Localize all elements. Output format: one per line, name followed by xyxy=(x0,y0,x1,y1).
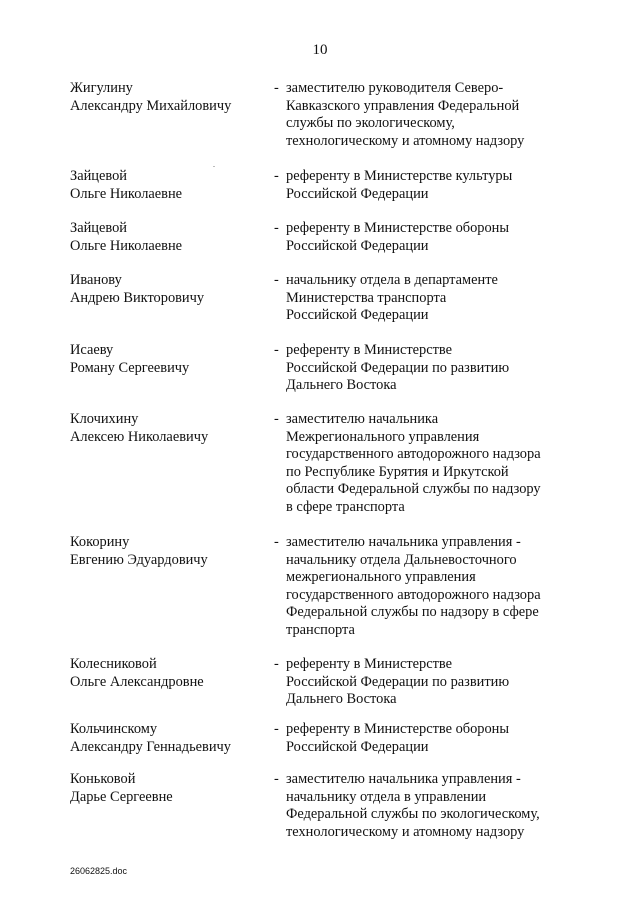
position-line: технологическому и атомному надзору xyxy=(286,823,525,840)
position-text xyxy=(286,168,586,203)
dash: - xyxy=(274,342,279,358)
position-line: заместителю начальника xyxy=(286,411,439,427)
dash: - xyxy=(274,656,279,672)
given-names: Ольге Александровне xyxy=(70,673,204,690)
position-line: Российской Федерации xyxy=(286,237,429,254)
position-line: Российской Федерации xyxy=(286,185,429,202)
scan-speck xyxy=(213,166,215,167)
page-number: 10 xyxy=(312,42,328,58)
position-line: государственного автодорожного надзора xyxy=(286,446,541,462)
position-text xyxy=(286,342,586,395)
position-line: в сфере транспорта xyxy=(286,498,405,515)
position-line: заместителю руководителя Северо- xyxy=(286,80,504,96)
given-names: Дарье Сергеевне xyxy=(70,788,173,805)
position-line: Министерства транспорта xyxy=(286,289,447,306)
surname: Кольчинскому xyxy=(70,721,158,737)
position-line: начальнику отдела Дальневосточного xyxy=(286,551,517,568)
position-text xyxy=(286,220,586,255)
position-line: Российской Федерации по развитию xyxy=(286,359,510,376)
given-names: Андрею Викторовичу xyxy=(70,289,205,306)
position-line: заместителю начальника управления - xyxy=(286,534,521,550)
surname: Кокорину xyxy=(70,534,130,550)
position-text xyxy=(286,80,586,150)
position-line: начальнику отдела в департаменте xyxy=(286,272,498,288)
position-text xyxy=(286,771,586,841)
position-line: референту в Министерстве культуры xyxy=(286,168,513,184)
position-text xyxy=(286,721,586,756)
position-line: государственного автодорожного надзора xyxy=(286,586,541,603)
position-line: Дальнего Востока xyxy=(286,691,397,707)
dash: - xyxy=(274,534,279,550)
position-line: заместителю начальника управления - xyxy=(286,771,521,787)
given-names: Алексею Николаевичу xyxy=(70,428,209,445)
position-line: службы по экологическому, xyxy=(286,115,455,131)
position-text xyxy=(286,272,586,325)
position-line: Федеральной службы по экологическому, xyxy=(286,806,540,822)
position-line: Федеральной службы по надзору в сфере xyxy=(286,604,539,620)
surname: Жигулину xyxy=(70,80,133,96)
position-line: технологическому и атомному надзору xyxy=(286,132,525,149)
given-names: Роману Сергеевичу xyxy=(70,359,190,376)
given-names: Александру Михайловичу xyxy=(70,97,232,114)
position-line: Российской Федерации xyxy=(286,738,429,755)
person-name xyxy=(70,168,265,203)
position-line: Кавказского управления Федеральной xyxy=(286,97,520,114)
person-name xyxy=(70,220,265,255)
footer-filename: 26062825.doc xyxy=(70,866,128,876)
person-name xyxy=(70,272,265,307)
person-name xyxy=(70,771,265,806)
dash: - xyxy=(274,721,279,737)
dash: - xyxy=(274,272,279,288)
surname: Исаеву xyxy=(70,342,114,358)
position-line: референту в Министерстве xyxy=(286,656,452,672)
given-names: Евгению Эдуардовичу xyxy=(70,551,208,568)
surname: Коньковой xyxy=(70,771,136,787)
position-line: Межрегионального управления xyxy=(286,428,480,445)
surname: Колесниковой xyxy=(70,656,157,672)
position-line: начальнику отдела в управлении xyxy=(286,788,487,805)
dash: - xyxy=(274,220,279,236)
surname: Клочихину xyxy=(70,411,139,427)
given-names: Ольге Николаевне xyxy=(70,185,183,202)
person-name xyxy=(70,534,265,569)
dash: - xyxy=(274,168,279,184)
person-name xyxy=(70,411,265,446)
person-name xyxy=(70,721,265,756)
given-names: Ольге Николаевне xyxy=(70,237,183,254)
position-line: референту в Министерстве обороны xyxy=(286,220,510,236)
position-line: Дальнего Востока xyxy=(286,377,397,393)
person-name xyxy=(70,656,265,691)
position-line: референту в Министерстве xyxy=(286,342,452,358)
position-text xyxy=(286,534,586,639)
given-names: Александру Геннадьевичу xyxy=(70,738,231,755)
dash: - xyxy=(274,80,279,96)
dash: - xyxy=(274,771,279,787)
surname: Зайцевой xyxy=(70,220,127,236)
person-name xyxy=(70,80,265,115)
position-line: Российской Федерации по развитию xyxy=(286,673,510,690)
position-text xyxy=(286,656,586,709)
position-line: референту в Министерстве обороны xyxy=(286,721,510,737)
position-line: межрегионального управления xyxy=(286,569,476,585)
position-line: по Республике Бурятия и Иркутской xyxy=(286,463,509,480)
surname: Иванову xyxy=(70,272,122,288)
position-line: транспорта xyxy=(286,621,355,638)
person-name xyxy=(70,342,265,377)
position-text xyxy=(286,411,586,516)
dash: - xyxy=(274,411,279,427)
surname: Зайцевой xyxy=(70,168,127,184)
position-line: области Федеральной службы по надзору xyxy=(286,481,541,497)
position-line: Российской Федерации xyxy=(286,307,429,323)
